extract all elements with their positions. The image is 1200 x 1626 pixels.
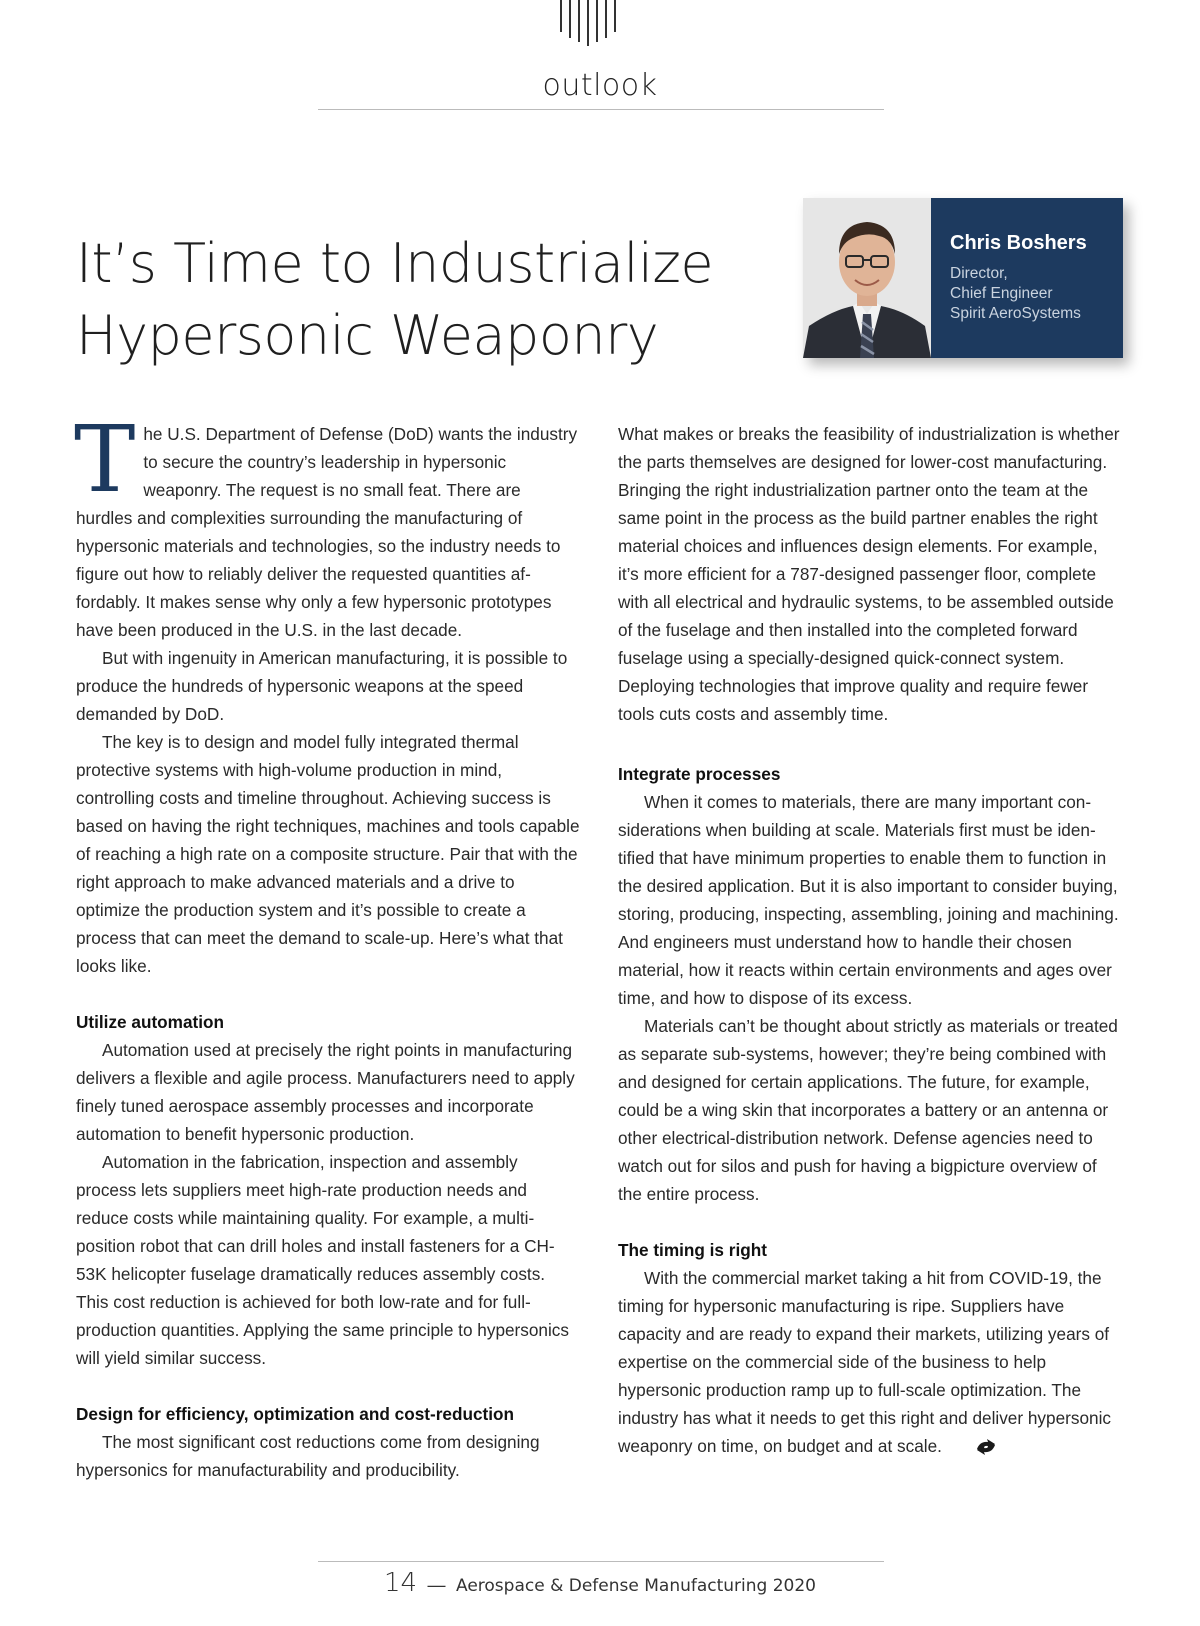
page-footer	[0, 1568, 1200, 1598]
publication-name: Aerospace & Defense Manufacturing 2020	[456, 1576, 816, 1596]
author-title-line-2: Chief Engineer	[950, 285, 1053, 302]
author-photo	[803, 198, 931, 358]
intro-text: he U.S. Department of Defense (DoD) wants the industry to secure the country’s leadership in hypersonic weaponry. The request is no small feat. There are hurdles and complexities surrounding the manufacturing of hypersonic materials and technologies, so the industry needs to figure out how to reliably deliver the requested quantities affordably. It makes sense why only a few hypersonic prototypes have been produced in the U.S. in the last decade.	[76, 424, 578, 640]
subheading-design-for-efficiency: Design for efficiency, optimization and cost-reduction	[76, 1404, 515, 1424]
paragraph: The key is to design and model fully integrated thermal protective systems with high-volume production in mind, controlling costs and timeline throughout. Achieving success is based on having the right techniques, machines and tools capable of reaching a high rate on a composite structure. Pair that with the right approach to make advanced materials and a drive to optimize the production system and it’s possible to create a process that can meet the demand to scale-up. Here’s what that looks like.	[76, 732, 580, 976]
paragraph: Automation in the fabrication, inspection and assembly process lets suppliers meet high-rate production needs and reduce costs while maintaining quality. For example, a multiposition robot that can drill holes and install fasteners for a CH-53K helicopter fuselage dramatically reduces assembly costs. This cost reduction is achieved for both low-rate and for full-production quantities. Applying the same principle to hypersonics will yield similar success.	[76, 1152, 569, 1368]
final-paragraph-text: With the commercial market taking a hit from COVID-19, the timing for hypersonic manufacturing is ripe. Suppliers have capacity and are ready to expand their markets, utilizing years of expertise on the commercial side of the business to help hypersonic production ramp up to full-scale optimization. The industry has what it needs to get this right and deliver hypersonic weaponry on time, on budget and at scale.	[618, 1268, 1111, 1456]
intro-paragraph	[74, 406, 581, 644]
author-info	[950, 232, 1113, 324]
vertical-lines-ornament	[560, 0, 640, 46]
author-title-line-1: Director,	[950, 265, 1008, 282]
paragraph: When it comes to materials, there are many important considerations when building at scale. Materials first must be identified that have minimum properties to enable them to function in the desired application. But it is also important to consider buying, storing, producing, inspecting, assembling, joining and machining. And engineers must understand how to handle their chosen material, how it reacts within certain environments and ages over time, and how to dispose of its excess.	[618, 792, 1119, 1008]
paragraph: Materials can’t be thought about strictly as materials or treated as separate sub-systems, however; they’re being combined with and designed for certain applications. The future, for example, could be a wing skin that incorporates a battery or an antenna or other electrical-distribution network. Defense agencies need to watch out for silos and push for having a bigpicture overview of the entire process.	[618, 1016, 1118, 1204]
header-rule	[318, 109, 884, 110]
body-column-left	[74, 406, 581, 1484]
author-name: Chris Boshers	[950, 232, 1087, 254]
subheading-utilize-automation: Utilize automation	[76, 1012, 225, 1032]
article-title	[76, 228, 776, 372]
title-line-2: Hypersonic Weaponry	[76, 304, 659, 367]
author-card	[803, 198, 1123, 358]
subheading-timing-is-right: The timing is right	[618, 1240, 767, 1260]
paragraph: But with ingenuity in American manufacturing, it is possible to produce the hundreds of hypersonic weapons at the speed demanded by DoD.	[76, 648, 568, 724]
paragraph: What makes or breaks the feasibility of industrialization is whether the parts themselves are designed for lower-cost manufacturing. Bringing the right industrialization partner onto the team at the same point in the process as the build partner enables the right material choices and influences design elements. For example, it’s more efficient for a 787-designed passenger floor, complete with all electrical and hydraulic systems, to be assembled outside of the fuselage and then installed into the completed forward fuselage using a specially-designed quick-connect system. Deploying technologies that improve quality and require fewer tools cuts costs and assembly time.	[618, 424, 1120, 724]
end-of-article-arrow-icon	[948, 1435, 998, 1463]
page-number: 14	[384, 1568, 418, 1598]
final-paragraph	[618, 1264, 1123, 1463]
footer-dash: —	[427, 1575, 446, 1595]
paragraph: The most significant cost reductions come from designing hypersonics for manufacturability and producibility.	[76, 1432, 540, 1480]
footer-rule	[318, 1561, 884, 1562]
title-line-1: It’s Time to Industrialize	[76, 232, 714, 295]
body-column-right	[618, 420, 1123, 1463]
author-company: Spirit AeroSystems	[950, 305, 1081, 322]
drop-cap: T	[74, 406, 136, 513]
paragraph: Automation used at precisely the right points in manufacturing delivers a flexible and agile process. Manufacturers need to apply finely tuned aerospace assembly processes and incorporate automation to benefit hypersonic production.	[76, 1040, 575, 1144]
subheading-integrate-processes: Integrate processes	[618, 764, 781, 784]
section-label: outlook	[542, 68, 658, 103]
